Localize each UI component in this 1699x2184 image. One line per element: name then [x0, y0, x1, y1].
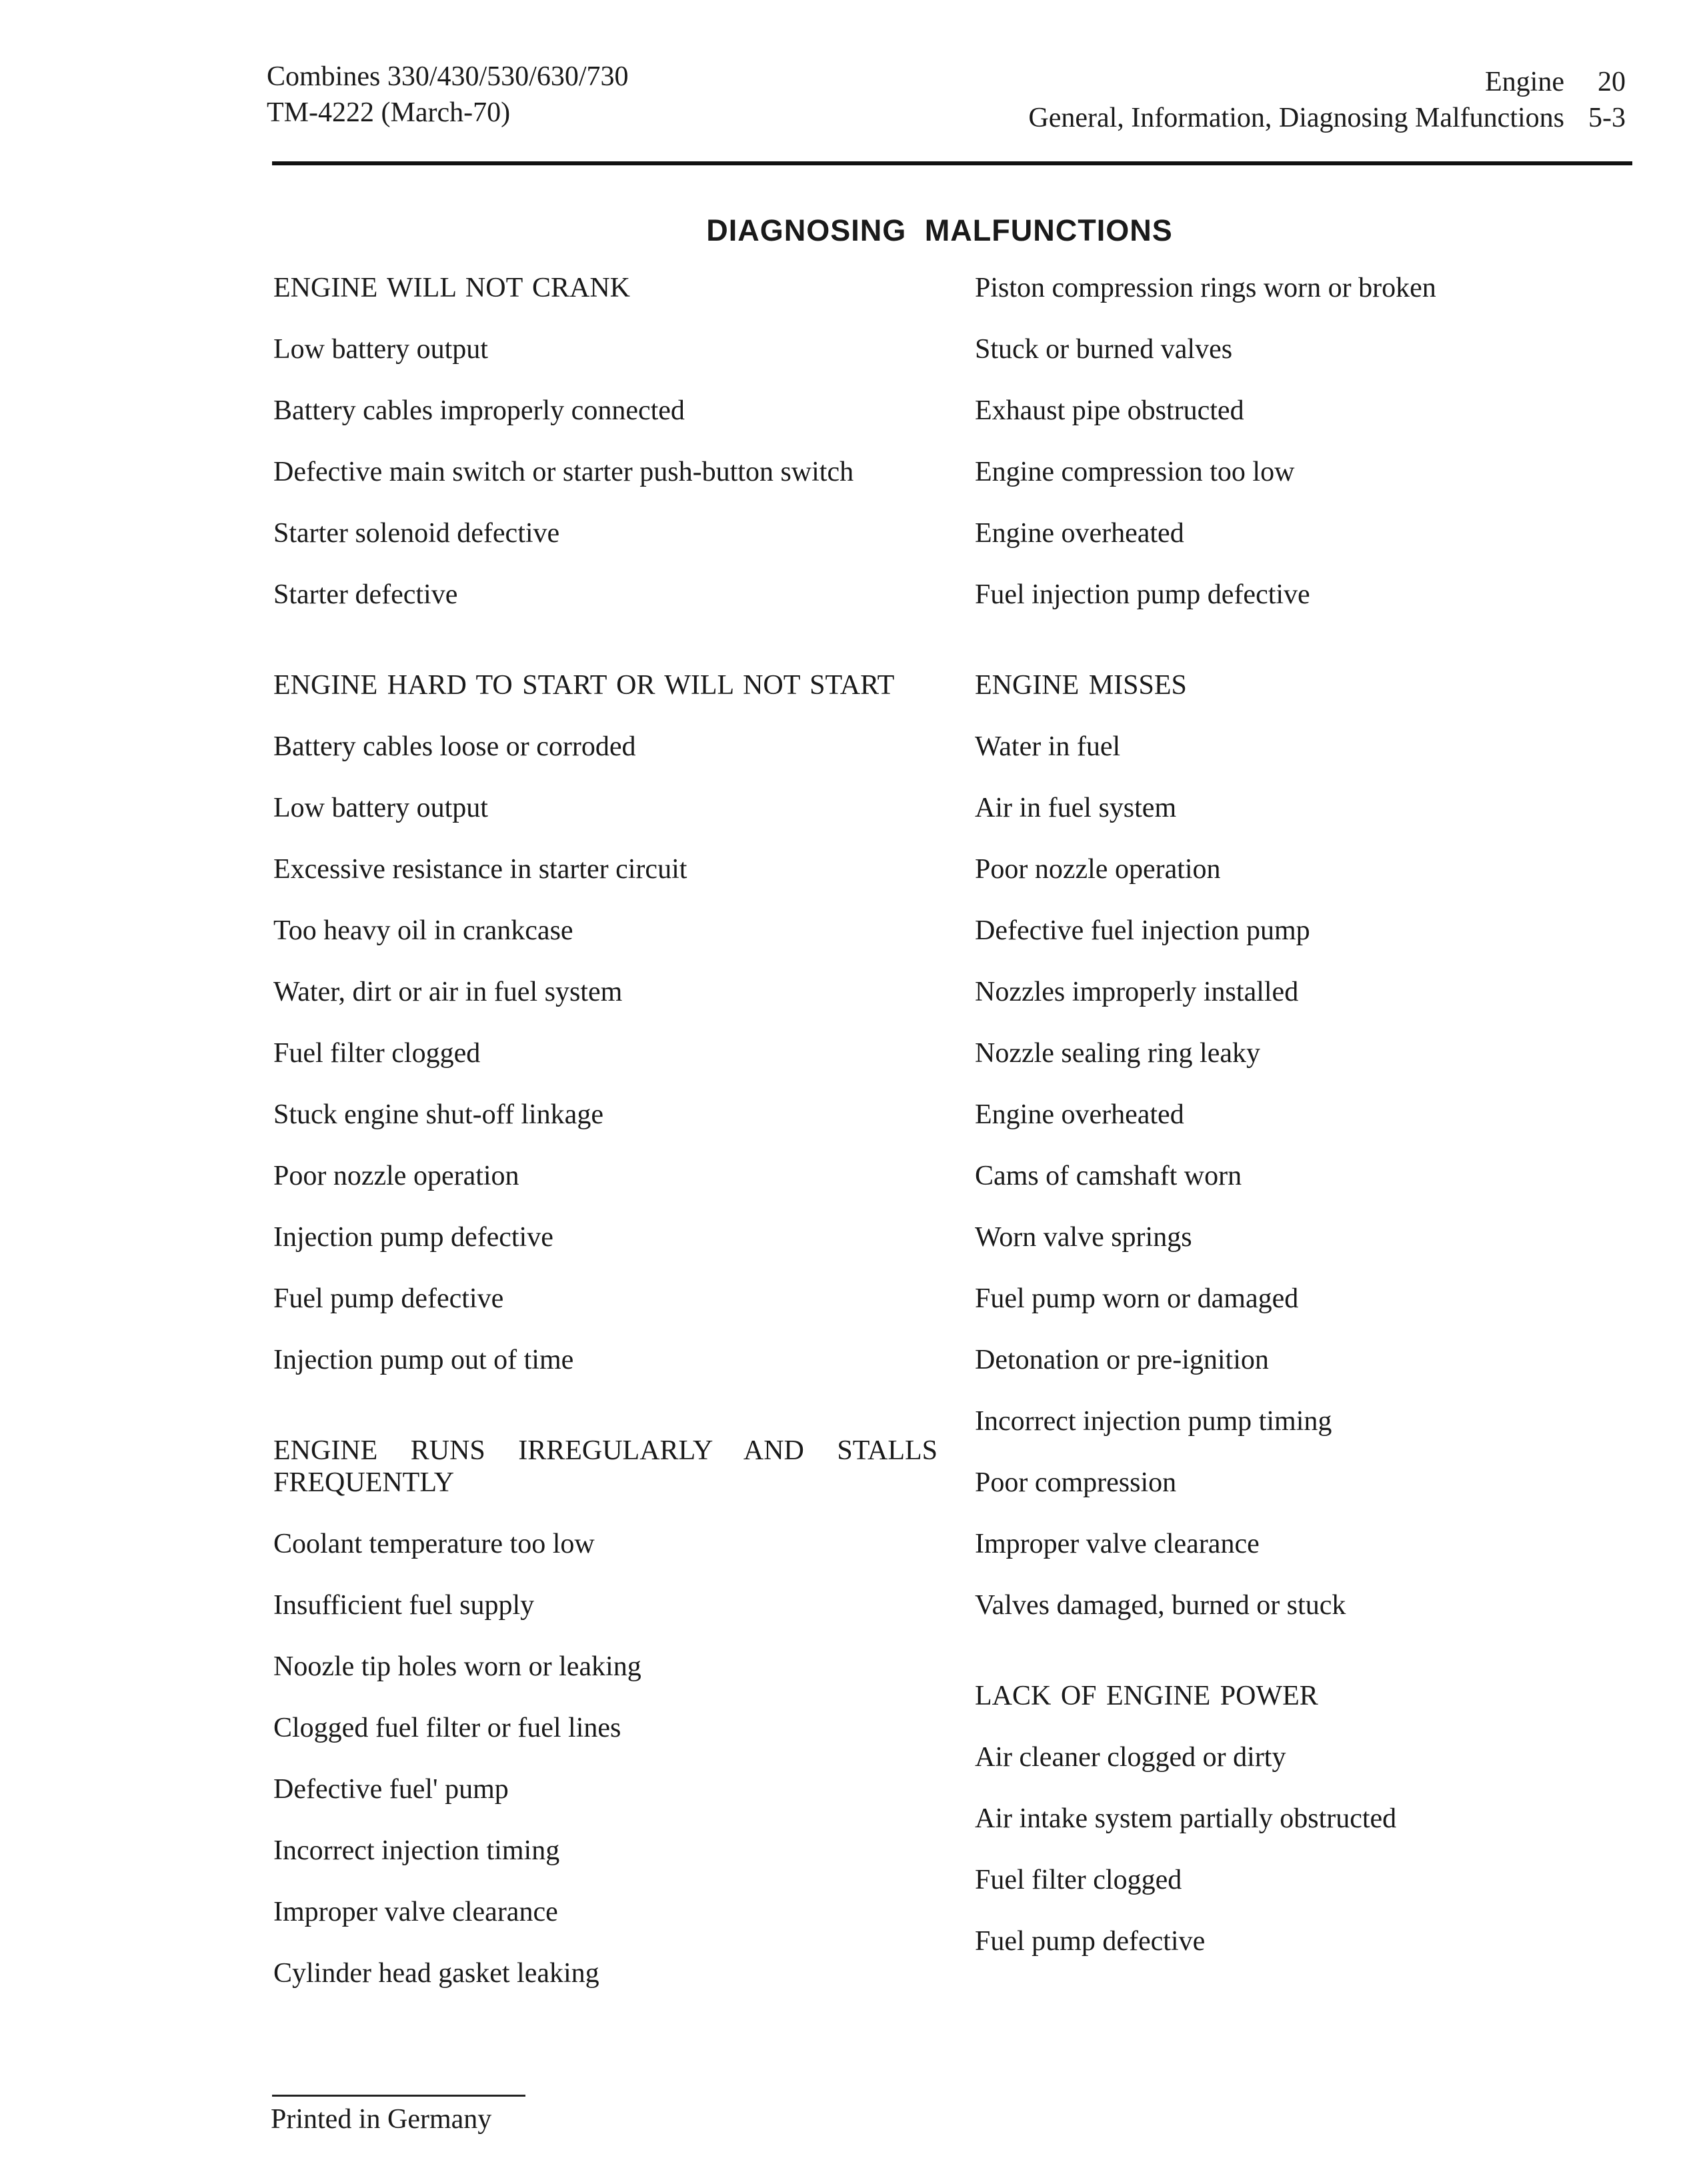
cause-item: Poor nozzle operation [975, 854, 1221, 885]
cause-item: Defective main switch or starter push-button switch [273, 457, 854, 487]
cause-item: Fuel pump defective [975, 1926, 1206, 1957]
section-heading: ENGINE WILL NOT CRANK [273, 273, 630, 303]
malfunction-section [975, 272, 1615, 611]
cause-item: Stuck engine shut-off linkage [273, 1099, 603, 1130]
footer-text: Printed in Germany [271, 2104, 492, 2135]
cause-item: Water, dirt or air in fuel system [273, 977, 623, 1007]
left-column [273, 272, 938, 1989]
cause-item: Nozzle sealing ring leaky [975, 1038, 1260, 1069]
section-heading: LACK OF ENGINE POWER [975, 1681, 1318, 1711]
cause-item: Battery cables improperly connected [273, 395, 685, 426]
cause-item: Clogged fuel filter or fuel lines [273, 1713, 621, 1743]
cause-item: Fuel filter clogged [273, 1038, 481, 1069]
cause-item: Stuck or burned valves [975, 334, 1233, 365]
cause-item: Battery cables loose or corroded [273, 731, 636, 762]
cause-item: Valves damaged, burned or stuck [975, 1590, 1346, 1621]
cause-item: Poor compression [975, 1467, 1177, 1498]
cause-item: Engine overheated [975, 518, 1184, 549]
page-number: 5-3 [1588, 103, 1626, 133]
cause-item: Excessive resistance in starter circuit [273, 854, 687, 885]
cause-item: Noozle tip holes worn or leaking [273, 1651, 641, 1682]
cause-item: Air intake system partially obstructed [975, 1803, 1397, 1834]
malfunction-section [273, 1435, 938, 1989]
cause-item: Engine overheated [975, 1099, 1184, 1130]
cause-item: Improper valve clearance [273, 1897, 558, 1927]
malfunction-section [975, 1680, 1615, 1957]
group-label: Engine [1485, 67, 1564, 97]
cause-item: Cylinder head gasket leaking [273, 1958, 599, 1989]
cause-item: Engine compression too low [975, 457, 1295, 487]
page-subtitle: General, Information, Diagnosing Malfunctions [1028, 103, 1564, 133]
right-column [975, 272, 1615, 1957]
cause-item: Defective fuel injection pump [975, 915, 1310, 946]
manual-number: TM-4222 (March-70) [267, 97, 511, 128]
section-heading: ENGINE MISSES [975, 670, 1187, 701]
cause-item: Fuel filter clogged [975, 1865, 1182, 1895]
cause-item: Detonation or pre-ignition [975, 1345, 1269, 1375]
cause-item: Poor nozzle operation [273, 1161, 519, 1191]
cause-item: Low battery output [273, 334, 488, 365]
cause-item: Injection pump defective [273, 1222, 553, 1253]
cause-item: Air in fuel system [975, 793, 1177, 823]
cause-item: Worn valve springs [975, 1222, 1192, 1253]
cause-item: Starter defective [273, 579, 458, 610]
malfunction-section [975, 669, 1615, 1621]
cause-item: Defective fuel' pump [273, 1774, 509, 1805]
cause-item: Fuel injection pump defective [975, 579, 1310, 610]
cause-item: Low battery output [273, 793, 488, 823]
cause-item: Water in fuel [975, 731, 1121, 762]
cause-item: Incorrect injection pump timing [975, 1406, 1332, 1437]
cause-item: Too heavy oil in crankcase [273, 915, 573, 946]
section-heading: ENGINE HARD TO START OR WILL NOT START [273, 670, 895, 701]
header-right [1028, 64, 1626, 136]
header-rule [272, 161, 1632, 165]
cause-item: Exhaust pipe obstructed [975, 395, 1244, 426]
group-number: 20 [1598, 67, 1626, 97]
cause-item: Piston compression rings worn or broken [975, 273, 1436, 303]
cause-item: Injection pump out of time [273, 1345, 574, 1375]
malfunction-section [273, 272, 938, 611]
cause-item: Nozzles improperly installed [975, 977, 1299, 1007]
manual-title: Combines 330/430/530/630/730 [267, 61, 629, 92]
cause-item: Cams of camshaft worn [975, 1161, 1242, 1191]
cause-item: Incorrect injection timing [273, 1835, 560, 1866]
cause-item: Improper valve clearance [975, 1529, 1260, 1559]
cause-item: Coolant temperature too low [273, 1529, 595, 1559]
cause-item: Fuel pump defective [273, 1283, 504, 1314]
cause-item: Air cleaner clogged or dirty [975, 1742, 1286, 1773]
cause-item: Starter solenoid defective [273, 518, 560, 549]
cause-item: Insufficient fuel supply [273, 1590, 535, 1621]
cause-item: Fuel pump worn or damaged [975, 1283, 1299, 1314]
section-heading: ENGINE RUNS IRREGULARLY AND STALLS FREQUENTLY [273, 1435, 938, 1498]
malfunction-section [273, 669, 938, 1376]
header-left [267, 59, 629, 131]
footer-rule [272, 2095, 525, 2097]
page-title: DIAGNOSING MALFUNCTIONS [706, 213, 1173, 247]
